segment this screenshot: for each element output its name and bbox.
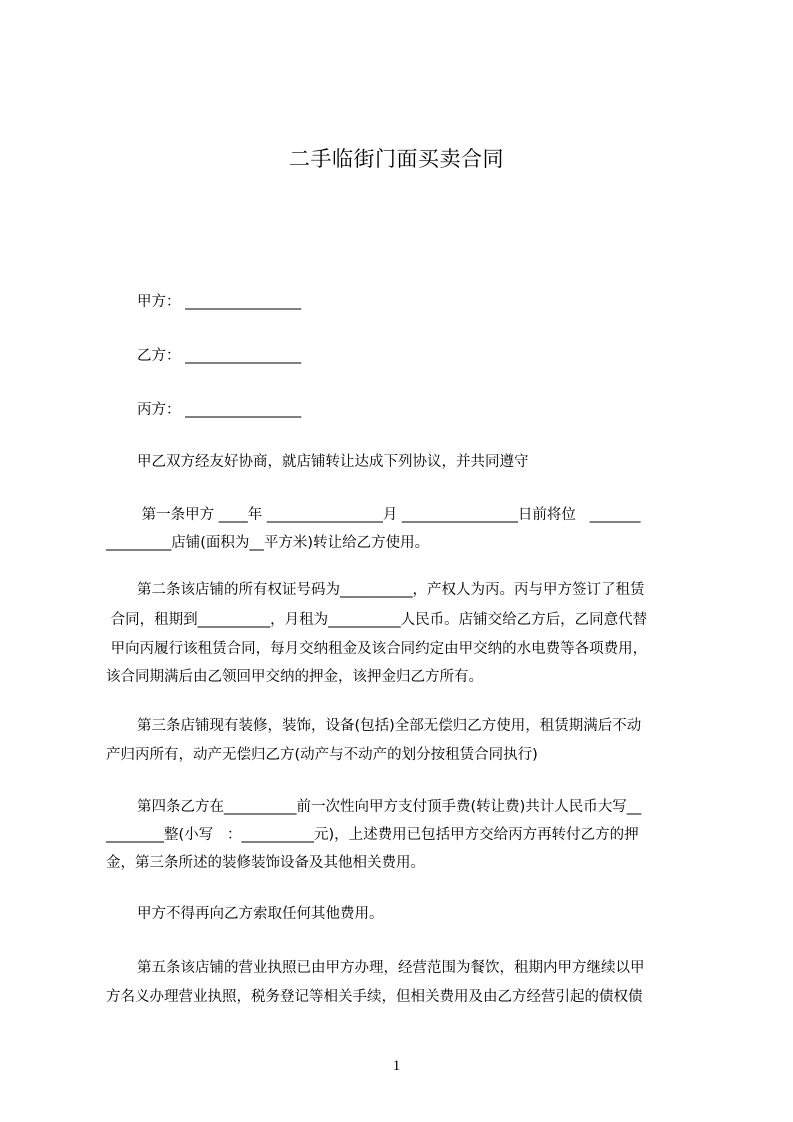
document-title: 二手临街门面买卖合同: [289, 147, 504, 171]
article-4-line-1: 第四条乙方在__________前一次性向甲方支付顶手费(转让费)共计人民币大写__: [137, 799, 642, 815]
payment-note: 甲方不得再向乙方索取任何其他费用。: [137, 906, 384, 922]
party-a-line: 甲方： ________________: [137, 294, 302, 310]
intro-paragraph: 甲乙双方经友好协商，就店铺转让达成下列协议，并共同遵守: [137, 454, 529, 470]
page-number: 1: [392, 1058, 401, 1074]
party-c-line: 丙方： ________________: [137, 402, 302, 418]
article-1-line-2: _________店铺(面积为__平方米)转让给乙方使用。: [106, 535, 430, 551]
article-1-line-1: 第一条甲方 ____年 ________________月 ________________日前将位 _______: [137, 507, 641, 523]
article-4-line-2: ________整(小写 ：__________元)，上述费用已包括甲方交给丙方再转付乙方的押: [106, 827, 639, 843]
article-4-line-3: 金，第三条所述的装修装饰设备及其他相关费用。: [106, 855, 425, 871]
article-2-line-1: 第二条该店铺的所有权证号码为__________，产权人为丙。丙与甲方签订了租赁: [137, 582, 645, 598]
article-5-line-2: 方名义办理营业执照，税务登记等相关手续，但相关费用及由乙方经营引起的债权债: [106, 989, 643, 1005]
party-b-line: 乙方： ________________: [137, 348, 302, 364]
article-2-line-4: 该合同期满后由乙领回甲交纳的押金，该押金归乙方所有。: [106, 669, 483, 685]
article-2-line-2: 合同，租期到__________，月租为__________人民币。店铺交给乙方后，乙同意代替: [106, 612, 648, 628]
article-3-line-2: 产归丙所有，动产无偿归乙方(动产与不动产的划分按租赁合同执行): [106, 747, 538, 763]
article-5-line-1: 第五条该店铺的营业执照已由甲方办理，经营范围为餐饮，租期内甲方继续以甲: [137, 960, 645, 976]
article-3-line-1: 第三条店铺现有装修，装饰，设备(包括)全部无偿归乙方使用，租赁期满后不动: [137, 718, 642, 734]
article-2-line-3: 甲向丙履行该租赁合同，每月交纳租金及该合同约定由甲交纳的水电费等各项费用，: [106, 641, 648, 657]
